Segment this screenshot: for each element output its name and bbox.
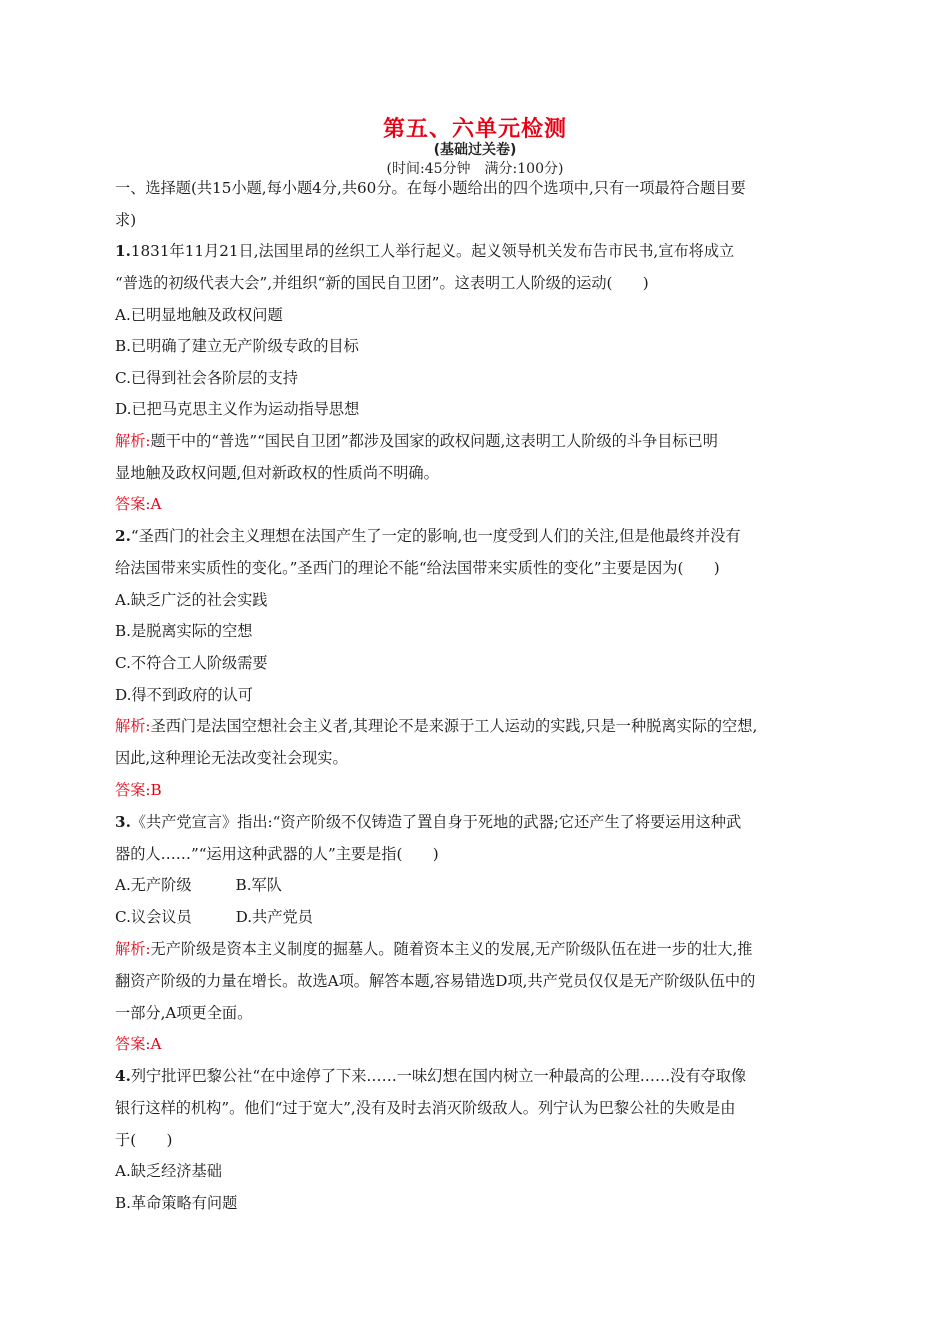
question-number: 3. bbox=[115, 813, 131, 831]
question-3-analysis-line-2: 翻资产阶级的力量在增长。故选A项。解答本题,容易错选D项,共产党员仅仅是无产阶级队伍中的 bbox=[115, 972, 756, 990]
question-1-option-d: D.已把马克思主义作为运动指导思想 bbox=[115, 400, 360, 418]
stem-text: 列宁批评巴黎公社“在中途停了下来……一味幻想在国内树立一种最高的公理……没有夺取像 bbox=[130, 1067, 747, 1085]
question-2-analysis-line-2: 因此,这种理论无法改变社会现实。 bbox=[115, 749, 348, 767]
answer-label: 答案: bbox=[115, 781, 151, 799]
question-number: 2. bbox=[115, 527, 131, 545]
page-subtitle: (基础过关卷) bbox=[433, 142, 517, 158]
question-4-stem-line-1 bbox=[115, 1066, 746, 1086]
question-1-analysis-line-2: 显地触及政权问题,但对新政权的性质尚不明确。 bbox=[115, 464, 439, 482]
question-1-option-c: C.已得到社会各阶层的支持 bbox=[115, 369, 298, 387]
option-a: A.无产阶级 bbox=[115, 876, 192, 894]
question-number: 4. bbox=[115, 1067, 131, 1085]
section-heading-line-1: 一、选择题(共15小题,每小题4分,共60分。在每小题给出的四个选项中,只有一项最符合题目要 bbox=[115, 179, 746, 197]
question-3-stem-line-1 bbox=[115, 812, 741, 832]
analysis-text: 题干中的“普选”“国民自卫团”都涉及国家的政权问题,这表明工人阶级的斗争目标已明 bbox=[150, 432, 718, 450]
question-3-answer bbox=[115, 1034, 161, 1054]
question-4-stem-line-2: 银行这样的机构”。他们“过于宽大”,没有及时去消灭阶级敌人。列宁认为巴黎公社的失败是由 bbox=[115, 1099, 736, 1117]
question-number: 1. bbox=[115, 242, 131, 260]
answer-value: B bbox=[150, 781, 162, 799]
section-heading-line-2: 求) bbox=[115, 211, 137, 229]
stem-text: 《共产党宣言》指出:“资产阶级不仅铸造了置自身于死地的武器;它还产生了将要运用这种武 bbox=[130, 813, 742, 831]
question-1-stem-line-2: “普选的初级代表大会”,并组织“新的国民自卫团”。这表明工人阶级的运动( ) bbox=[115, 274, 649, 292]
question-1-analysis-line-1 bbox=[115, 431, 718, 451]
question-4-option-b: B.革命策略有问题 bbox=[115, 1194, 238, 1212]
page-title: 第五、六单元检测 bbox=[382, 117, 567, 142]
question-3-options-row-1 bbox=[115, 875, 282, 895]
analysis-label: 解析: bbox=[115, 717, 151, 735]
question-2-option-d: D.得不到政府的认可 bbox=[115, 686, 253, 704]
analysis-label: 解析: bbox=[115, 940, 151, 958]
option-d: D.共产党员 bbox=[235, 908, 313, 926]
question-2-option-c: C.不符合工人阶级需要 bbox=[115, 654, 268, 672]
stem-text: 1831年11月21日,法国里昂的丝织工人举行起义。起义领导机关发布告市民书,宣布将成立 bbox=[130, 242, 735, 260]
option-c: C.议会议员 bbox=[115, 908, 192, 926]
analysis-label: 解析: bbox=[115, 432, 151, 450]
question-2-stem-line-1 bbox=[115, 526, 741, 546]
question-4-stem-line-3: 于( ) bbox=[115, 1131, 173, 1149]
question-2-stem-line-2: 给法国带来实质性的变化。”圣西门的理论不能“给法国带来实质性的变化”主要是因为( ) bbox=[115, 559, 720, 577]
question-1-answer bbox=[115, 494, 161, 514]
question-2-option-b: B.是脱离实际的空想 bbox=[115, 622, 253, 640]
question-2-option-a: A.缺乏广泛的社会实践 bbox=[115, 591, 268, 609]
answer-value: A bbox=[150, 495, 162, 513]
answer-label: 答案: bbox=[115, 495, 151, 513]
question-3-analysis-line-3: 一部分,A项更全面。 bbox=[115, 1004, 253, 1022]
question-3-options-row-2 bbox=[115, 907, 313, 927]
analysis-text: 圣西门是法国空想社会主义者,其理论不是来源于工人运动的实践,只是一种脱离实际的空想, bbox=[150, 717, 758, 735]
option-b: B.军队 bbox=[235, 876, 282, 894]
question-3-stem-line-2: 器的人……”“运用这种武器的人”主要是指( ) bbox=[115, 845, 439, 863]
question-1-option-b: B.已明确了建立无产阶级专政的目标 bbox=[115, 337, 359, 355]
question-3-analysis-line-1 bbox=[115, 939, 752, 959]
question-2-analysis-line-1 bbox=[115, 716, 757, 736]
question-1-option-a: A.已明显地触及政权问题 bbox=[115, 306, 283, 324]
stem-text: “圣西门的社会主义理想在法国产生了一定的影响,也一度受到人们的关注,但是他最终并没有 bbox=[130, 527, 741, 545]
exam-meta: (时间:45分钟 满分:100分) bbox=[386, 161, 564, 177]
answer-label: 答案: bbox=[115, 1035, 151, 1053]
answer-value: A bbox=[150, 1035, 162, 1053]
question-1-stem-line-1 bbox=[115, 241, 734, 261]
question-2-answer bbox=[115, 780, 162, 800]
analysis-text: 无产阶级是资本主义制度的掘墓人。随着资本主义的发展,无产阶级队伍在进一步的壮大,推 bbox=[150, 940, 753, 958]
question-4-option-a: A.缺乏经济基础 bbox=[115, 1162, 222, 1180]
